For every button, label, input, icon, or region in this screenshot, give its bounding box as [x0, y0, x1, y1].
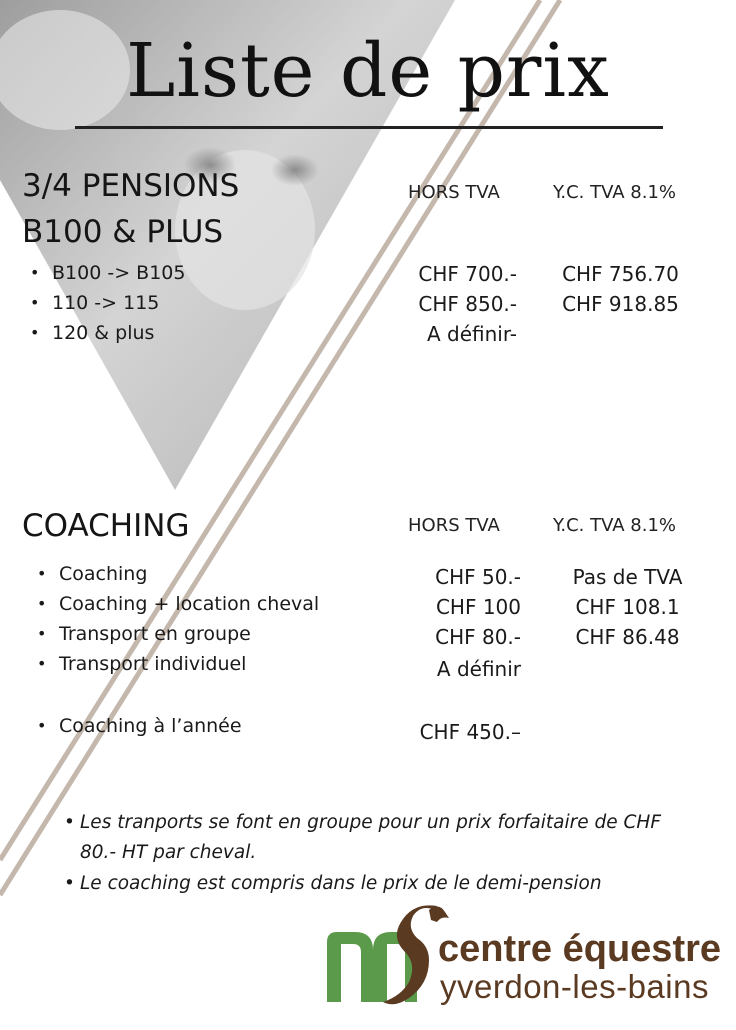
- logo-s-horse: [383, 905, 437, 1004]
- price-hors-tva: CHF 700.-: [418, 262, 517, 286]
- price-hors-tva: CHF 450.–: [419, 720, 521, 744]
- page-title: Liste de prix: [126, 28, 610, 114]
- price-tva: CHF 108.1: [575, 595, 680, 619]
- price-hors-tva: A définir-: [426, 322, 517, 346]
- column-header-hors-tva: HORS TVA: [408, 182, 500, 203]
- list-item: • Transport en groupe: [59, 623, 251, 645]
- list-item: • B100 -> B105: [52, 262, 185, 284]
- horse-head-icon: [429, 906, 449, 922]
- note-coaching: • Le coaching est compris dans le prix de le demi-pension: [80, 873, 602, 894]
- list-item: • 110 -> 115: [52, 292, 159, 314]
- list-item: • Coaching à l’année: [59, 715, 242, 737]
- section-coaching-heading: COACHING: [22, 508, 190, 544]
- column-header-hors-tva: HORS TVA: [408, 515, 500, 536]
- note-transport-line1: • Les tranports se font en groupe pour un prix forfaitaire de CHF: [80, 812, 661, 833]
- price-tva: CHF 756.70: [562, 262, 679, 286]
- price-hors-tva: A définir: [436, 657, 521, 681]
- section-pensions-subheading: B100 & PLUS: [22, 214, 224, 250]
- list-item: • 120 & plus: [52, 322, 154, 344]
- list-item: • Transport individuel: [59, 653, 246, 675]
- price-tva: CHF 918.85: [562, 292, 679, 316]
- list-item: • Coaching: [59, 563, 147, 585]
- title-underline: [75, 126, 663, 129]
- note-transport-line2: 80.- HT par cheval.: [80, 842, 257, 863]
- price-hors-tva: CHF 80.-: [435, 625, 521, 649]
- price-hors-tva: CHF 850.-: [418, 292, 517, 316]
- price-hors-tva: CHF 50.-: [435, 565, 521, 589]
- logo-text-line1: centre équestre: [438, 928, 722, 970]
- section-pensions-heading: 3/4 PENSIONS: [22, 168, 240, 204]
- price-tva: CHF 86.48: [575, 625, 680, 649]
- logo-text-line2: yverdon-les-bains: [440, 968, 709, 1005]
- list-item: • Coaching + location cheval: [59, 593, 319, 615]
- price-hors-tva: CHF 100: [435, 595, 521, 619]
- column-header-tva: Y.C. TVA 8.1%: [553, 515, 677, 536]
- column-header-tva: Y.C. TVA 8.1%: [553, 182, 677, 203]
- price-tva: Pas de TVA: [572, 565, 683, 589]
